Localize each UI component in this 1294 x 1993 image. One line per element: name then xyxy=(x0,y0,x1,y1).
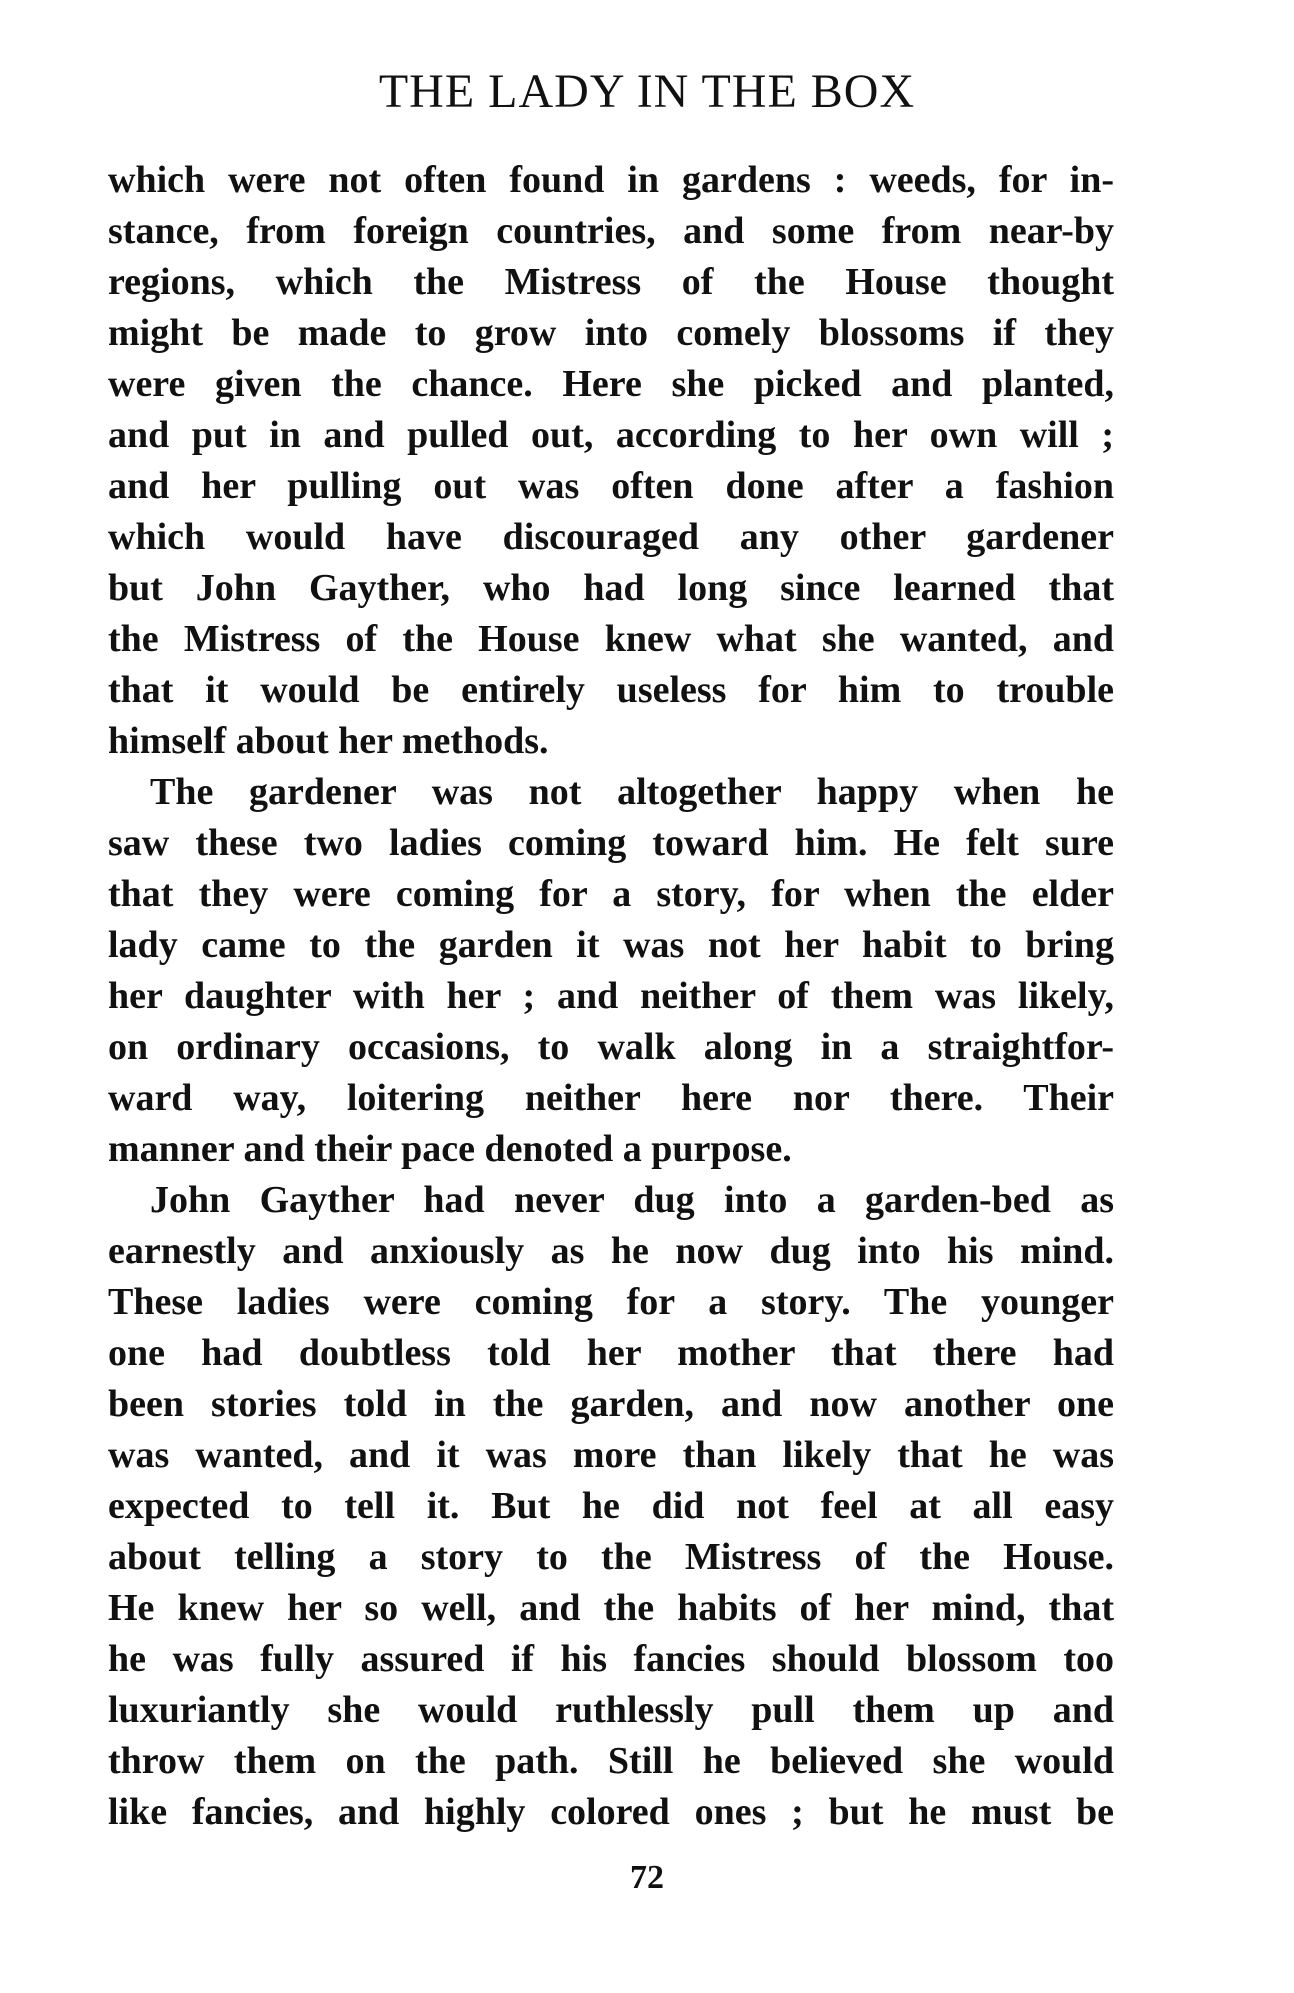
text-line: like fancies, and highly colored ones ; but he must be xyxy=(108,1791,1114,1833)
text-line: manner and their pace denoted a purpose. xyxy=(108,1128,792,1170)
text-line: expected to tell it. But he did not feel at all easy xyxy=(108,1485,1114,1527)
text-line: been stories told in the garden, and now another one xyxy=(108,1383,1114,1425)
text-line: that they were coming for a story, for when the elder xyxy=(108,873,1114,915)
text-line: and put in and pulled out, according to her own will ; xyxy=(108,414,1114,456)
text-line: The gardener was not altogether happy when he xyxy=(150,771,1114,813)
text-line: earnestly and anxiously as he now dug into his mind. xyxy=(108,1230,1114,1272)
text-line: about telling a story to the Mistress of the House. xyxy=(108,1536,1114,1578)
text-line: that it would be entirely useless for him to trouble xyxy=(108,669,1114,711)
text-line: and her pulling out was often done after a fashion xyxy=(108,465,1114,507)
running-head: THE LADY IN THE BOX xyxy=(378,65,916,118)
text-line: which were not often found in gardens : weeds, for in- xyxy=(108,159,1114,201)
page-number: 72 xyxy=(630,1859,664,1896)
text-line: one had doubtless told her mother that there had xyxy=(108,1332,1114,1374)
text-line: on ordinary occasions, to walk along in a straightfor- xyxy=(108,1026,1114,1068)
text-line: were given the chance. Here she picked and planted, xyxy=(108,363,1114,405)
text-line: throw them on the path. Still he believed she would xyxy=(108,1740,1114,1782)
text-line: which would have discouraged any other gardener xyxy=(108,516,1114,558)
text-line: saw these two ladies coming toward him. He felt sure xyxy=(108,822,1114,864)
text-line: but John Gayther, who had long since learned that xyxy=(108,567,1114,609)
text-line: These ladies were coming for a story. The younger xyxy=(108,1281,1114,1323)
text-line: stance, from foreign countries, and some from near-by xyxy=(108,210,1114,252)
text-line: he was fully assured if his fancies should blossom too xyxy=(108,1638,1114,1680)
text-line: might be made to grow into comely blossoms if they xyxy=(108,312,1114,354)
text-line: regions, which the Mistress of the House thought xyxy=(108,261,1114,303)
text-line: the Mistress of the House knew what she wanted, and xyxy=(108,618,1114,660)
text-line: was wanted, and it was more than likely that he was xyxy=(108,1434,1114,1476)
text-line: lady came to the garden it was not her habit to bring xyxy=(108,924,1114,966)
text-line: He knew her so well, and the habits of her mind, that xyxy=(108,1587,1114,1629)
text-line: her daughter with her ; and neither of them was likely, xyxy=(108,975,1114,1017)
text-line: luxuriantly she would ruthlessly pull them up and xyxy=(108,1689,1114,1731)
body-text xyxy=(108,155,1114,1838)
text-line: John Gayther had never dug into a garden-bed as xyxy=(150,1179,1114,1221)
text-line: himself about her methods. xyxy=(108,720,549,762)
text-line: ward way, loitering neither here nor there. Their xyxy=(108,1077,1114,1119)
